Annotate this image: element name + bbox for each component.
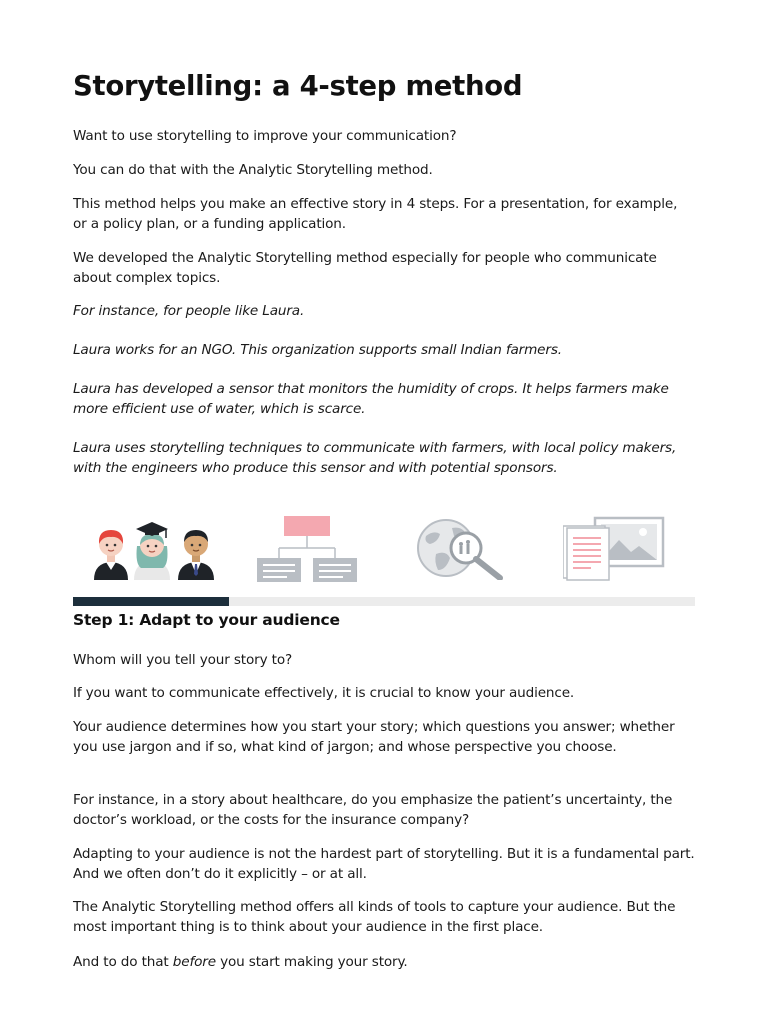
intro-paragraph-2: You can do that with the Analytic Storytelling method.	[73, 162, 433, 178]
example-paragraph-4: Laura uses storytelling techniques to communicate with farmers, with local policy makers, with the engineers who produce this sensor and with potential sponsors.	[73, 440, 677, 476]
step1-paragraph-3: Your audience determines how you start your story; which questions you answer; whether you use jargon and if so, what kind of jargon; and whose perspective you choose.	[73, 719, 675, 755]
example-paragraph-3: Laura has developed a sensor that monitors the humidity of crops. It helps farmers make more efficient use of water, which is scarce.	[73, 381, 669, 417]
step-icons-row	[73, 512, 695, 586]
step1-paragraph-1: Whom will you tell your story to?	[73, 652, 293, 668]
step1-paragraph-4: For instance, in a story about healthcare, do you emphasize the patient’s uncertainty, the doctor’s workload, or the costs for the insurance company?	[73, 792, 673, 828]
intro-paragraph-1: Want to use storytelling to improve your communication?	[73, 128, 457, 144]
example-paragraph-1: For instance, for people like Laura.	[73, 303, 305, 319]
audience-icon	[91, 518, 219, 580]
documents-icon	[563, 516, 665, 582]
step1-paragraph-7	[73, 953, 695, 973]
step1-heading: Step 1: Adapt to your audience	[73, 611, 340, 629]
step-progress-fill	[73, 597, 229, 606]
step-progress-track	[73, 597, 695, 606]
step1-paragraph-6: The Analytic Storytelling method offers all kinds of tools to capture your audience. But the most important thing is to think about your audience in the first place.	[73, 899, 676, 935]
step1-p7-pre: And to do that	[73, 954, 173, 970]
step1-p7-emphasis: before	[172, 954, 216, 970]
step1-p7-post: you start making your story.	[215, 954, 408, 970]
step1-paragraph-2: If you want to communicate effectively, it is crucial to know your audience.	[73, 685, 575, 701]
step1-paragraph-5: Adapting to your audience is not the hardest part of storytelling. But it is a fundamental part. And we often don’t do it explicitly – or at all.	[73, 846, 695, 882]
research-icon	[416, 518, 506, 580]
intro-paragraph-4: We developed the Analytic Storytelling method especially for people who communicate about complex topics.	[73, 250, 657, 286]
page-title: Storytelling: a 4-step method	[73, 70, 523, 102]
structure-icon	[257, 516, 357, 582]
example-paragraph-2: Laura works for an NGO. This organization supports small Indian farmers.	[73, 342, 562, 358]
intro-paragraph-3: This method helps you make an effective story in 4 steps. For a presentation, for example, or a policy plan, or a funding application.	[73, 196, 678, 232]
